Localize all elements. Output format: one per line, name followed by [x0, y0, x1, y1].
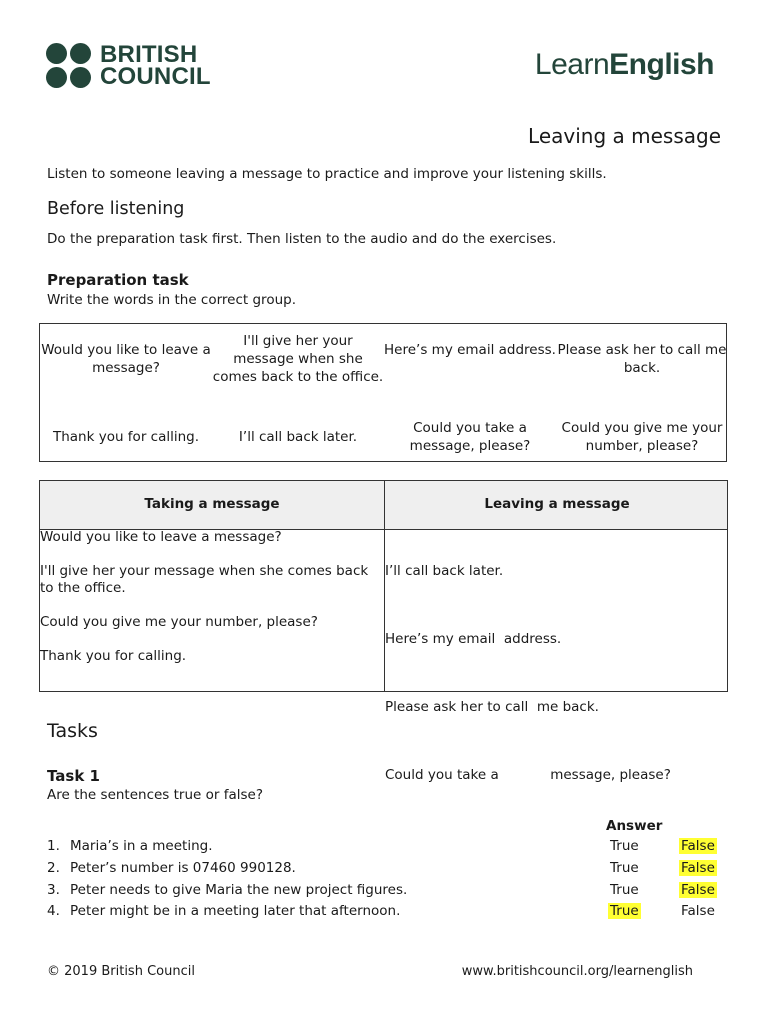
question-text: Peter might be in a meeting later that afternoon.: [70, 903, 401, 919]
question-text: Peter needs to give Maria the new project figures.: [70, 882, 408, 898]
answer-label: Answer: [606, 818, 663, 834]
leaving-header: Leaving a message: [484, 496, 630, 512]
leaving-item: I’ll call back later.: [385, 563, 504, 579]
word-box: [39, 323, 727, 462]
question-number: 4.: [47, 903, 60, 919]
question-number: 1.: [47, 838, 60, 854]
word-cell: I'll give her your message when she comes back to the office.: [212, 333, 384, 385]
taking-item: Could you give me your number, please?: [40, 614, 318, 630]
before-listening-text: Do the preparation task first. Then listen to the audio and do the exercises.: [47, 231, 557, 247]
footer-url: www.britishcouncil.org/learnenglish: [461, 964, 693, 979]
question-number: 3.: [47, 882, 60, 898]
british-council-wordmark: BRITISH COUNCIL: [100, 41, 211, 90]
question-row: [47, 903, 727, 923]
before-listening-heading: Before listening: [47, 199, 185, 219]
word-cell: Please ask her to call me back.: [557, 342, 727, 376]
false-option[interactable]: False: [681, 860, 715, 876]
question-row: [47, 882, 727, 902]
british-council-dots-icon: [46, 43, 92, 89]
word-cell: Thank you for calling.: [52, 429, 200, 445]
question-text: Peter’s number is 07460 990128.: [70, 860, 296, 876]
question-text: Maria’s in a meeting.: [70, 838, 213, 854]
page-title: Leaving a message: [528, 124, 721, 148]
false-option[interactable]: False: [681, 882, 715, 898]
leaving-item: Here’s my email address.: [385, 631, 562, 647]
word-cell: I’ll call back later.: [238, 429, 358, 445]
task1-heading: Task 1: [47, 767, 100, 785]
false-option[interactable]: False: [681, 838, 715, 854]
false-option[interactable]: False: [681, 903, 715, 919]
task1-text: Are the sentences true or false?: [47, 787, 264, 803]
leaving-item: Could you take a message, please?: [385, 767, 671, 783]
question-row: [47, 838, 727, 858]
true-option[interactable]: True: [610, 860, 639, 876]
leaving-column: [385, 529, 725, 835]
word-cell: Could you give me your number, please?: [561, 420, 723, 454]
taking-header: Taking a message: [144, 496, 280, 512]
intro-text: Listen to someone leaving a message to practice and improve your listening skills.: [47, 166, 607, 182]
true-option[interactable]: True: [610, 838, 639, 854]
word-cell: Could you take a message, please?: [409, 420, 531, 454]
footer-copyright: © 2019 British Council: [47, 964, 195, 979]
taking-item: Would you like to leave a message?: [40, 529, 282, 545]
question-row: [47, 860, 727, 880]
true-option[interactable]: True: [610, 882, 639, 898]
preparation-text: Write the words in the correct group.: [47, 292, 296, 308]
true-option[interactable]: True: [610, 903, 639, 919]
word-cell: Here’s my email address.: [384, 342, 556, 358]
question-number: 2.: [47, 860, 60, 876]
preparation-heading: Preparation task: [47, 271, 189, 289]
tasks-heading: Tasks: [47, 720, 98, 742]
word-cell: Would you like to leave a message?: [41, 342, 211, 376]
learnenglish-logo: LearnEnglish: [534, 48, 714, 81]
taking-column: [40, 529, 370, 682]
taking-item: I'll give her your message when she comes back to the office.: [40, 563, 369, 596]
leaving-item: Please ask her to call me back.: [385, 699, 599, 715]
british-council-logo: [46, 43, 211, 89]
taking-item: Thank you for calling.: [40, 648, 187, 664]
